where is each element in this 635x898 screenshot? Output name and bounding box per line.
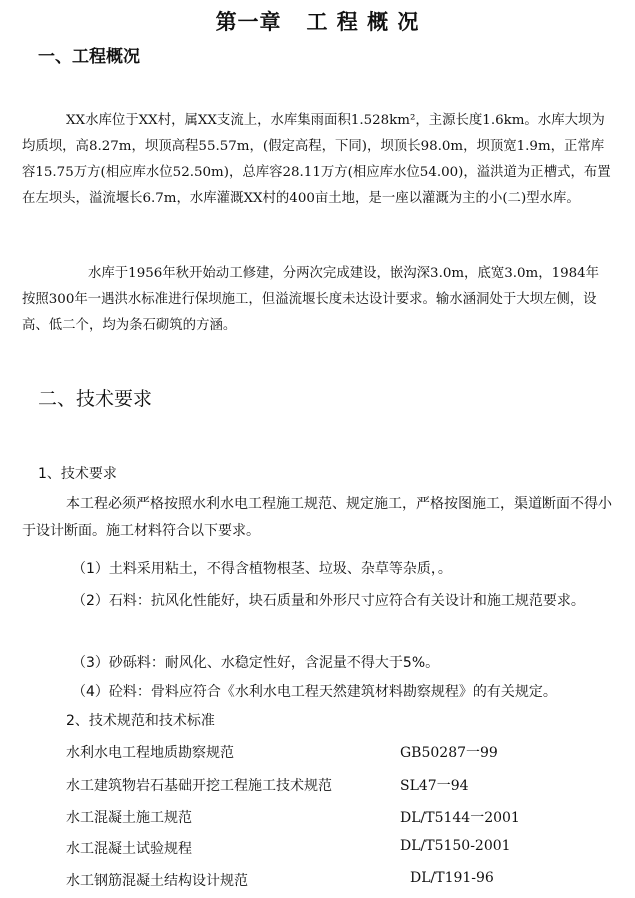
subheading-tech-requirements: 1、技术要求 [38,466,117,482]
standard-name: 水工混凝土试验规程 [66,841,192,857]
standard-row [66,775,606,803]
requirement-item-concrete: （4）砼料：骨料应符合《水利水电工程天然建筑材料勘察规程》的有关规定。 [72,684,557,700]
standard-row [66,742,606,770]
standard-name: 水工建筑物岩石基础开挖工程施工技术规范 [66,778,332,794]
standard-code: GB50287一99 [400,745,498,761]
standard-name: 水利水电工程地质勘察规范 [66,745,234,761]
standard-code: SL47一94 [400,778,469,794]
standard-code: DL/T191-96 [410,870,494,886]
overview-paragraph-2: 水库于1956年秋开始动工修建，分两次完成建设，嵌沟深3.0m，底宽3.0m，1984年按照300年一遇洪水标准进行保坝施工，但溢流堰长度未达设计要求。输水涵洞处于大坝左侧，设高、低二个，均为条石砌筑的方涵。 [22,266,600,333]
standard-row [66,838,606,866]
standard-name: 水工混凝土施工规范 [66,810,192,826]
subheading-standards: 2、技术规范和技术标准 [66,713,215,729]
standard-code: DL/T5144一2001 [400,810,520,826]
requirement-item-gravel: （3）砂砾料：耐风化、水稳定性好，含泥量不得大于5%。 [72,655,440,671]
requirement-item-soil: （1）土料采用粘土，不得含植物根茎、垃圾、杂草等杂质，。 [72,561,452,577]
section-heading-overview: 一、工程概况 [38,47,140,67]
standard-row [66,870,606,898]
section-heading-requirements: 二、技术要求 [38,388,153,410]
requirements-intro: 本工程必须严格按照水利水电工程施工规范、规定施工，严格按图施工，渠道断面不得小于设计断面。施工材料符合以下要求。 [22,496,612,539]
standard-row [66,807,606,835]
requirement-item-stone: （2）石料：抗风化性能好，块石质量和外形尺寸应符合有关设计和施工规范要求。 [72,593,585,609]
chapter-title: 第一章 工 程 概 况 [215,9,420,34]
standard-code: DL/T5150-2001 [400,838,511,854]
overview-paragraph-1: XX水库位于XX村，属XX支流上，水库集雨面积1.528km²，主源长度1.6km。水库大坝为均质坝，高8.27m，坝顶高程55.57m，(假定高程，下同)，坝顶长98.0m，坝顶宽1.9m，正常库容15.75万方(相应库水位52.50m)，总库容28.11万方(相应库水位54.00)，溢洪道为正槽式，布置在左坝头，溢流堰长6.7m，水库灌溉XX村的400亩土地，是一座以灌溉为主的小(二)型水库。 [22,113,611,206]
standard-name: 水工钢筋混凝土结构设计规范 [66,873,248,889]
